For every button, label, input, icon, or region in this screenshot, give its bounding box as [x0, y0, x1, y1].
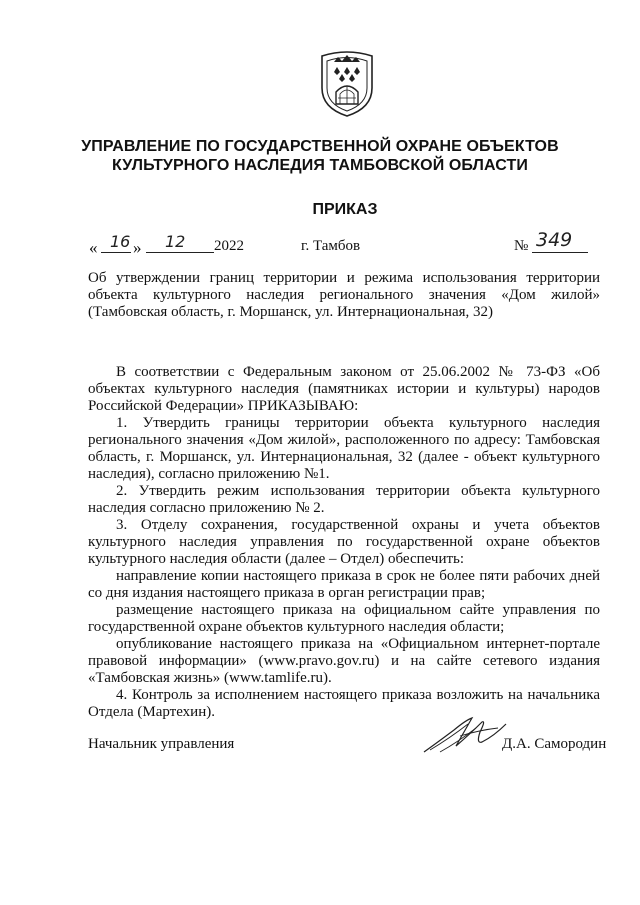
- coat-of-arms-icon: [318, 48, 376, 118]
- order-title: [88, 270, 600, 321]
- signature-block: [0, 728, 640, 768]
- date-year: 2022: [214, 238, 244, 254]
- city: г. Тамбов: [301, 238, 361, 254]
- title-line: Об утверждении границ территории и режима использования территории: [88, 270, 600, 286]
- order-body: [88, 364, 600, 721]
- agency-line-1: УПРАВЛЕНИЕ ПО ГОСУДАРСТВЕННОЙ ОХРАНЕ ОБЪЕКТОВ: [81, 138, 559, 155]
- signer-name: Д.А. Самородин: [502, 736, 607, 752]
- quote-open: «: [89, 238, 98, 257]
- number-sign: №: [514, 238, 529, 254]
- date-line: [0, 229, 640, 262]
- order-number: 349: [536, 229, 573, 251]
- item-2-paragraph: 2. Утвердить режим использования территории объекта культурного наследия согласно приложению № 2.: [88, 483, 600, 516]
- item-3-sub-3: опубликование настоящего приказа на «Официальном интернет-портале правовой информации» (www.pravo.gov.ru) и на сайте сетевого издания «Тамбовская жизнь» (www.tamlife.ru).: [88, 636, 600, 686]
- item-1-paragraph: 1. Утвердить границы территории объекта культурного наследия регионального значения «Дом жилой», расположенного по адресу: Тамбовская область, г. Моршанск, ул. Интернациональная, 32 (далее - объект культурного наследия), согласно приложению №1.: [88, 415, 600, 482]
- preamble-paragraph: В соответствии с Федеральным законом от 25.06.2002 № 73-ФЗ «Об объектах культурного наследия (памятниках истории и культуры) народов Российской Федерации» ПРИКАЗЫВАЮ:: [88, 364, 600, 414]
- agency-name: [60, 137, 580, 175]
- document-type: ПРИКАЗ: [312, 201, 378, 218]
- date-month: 12: [165, 232, 186, 251]
- title-line: объекта культурного наследия регионального значения «Дом жилой»: [88, 287, 600, 303]
- title-line: (Тамбовская область, г. Моршанск, ул. Интернациональная, 32): [88, 304, 494, 320]
- item-3-sub-2: размещение настоящего приказа на официальном сайте управления по государственной охране объектов культурного наследия области;: [88, 602, 600, 635]
- date-day: 16: [110, 232, 131, 251]
- quote-close: »: [133, 238, 142, 257]
- signer-position: Начальник управления: [88, 736, 235, 752]
- item-3-paragraph: 3. Отделу сохранения, государственной охраны и учета объектов культурного наследия управления по государственной охране объектов культурного наследия области (далее – Отдел) обеспечить:: [88, 517, 600, 567]
- number-underline: [532, 252, 588, 253]
- month-underline: [146, 252, 214, 253]
- agency-line-2: КУЛЬТУРНОГО НАСЛЕДИЯ ТАМБОВСКОЙ ОБЛАСТИ: [112, 157, 528, 174]
- item-3-sub-1: направление копии настоящего приказа в срок не более пяти рабочих дней со дня издания настоящего приказа в орган регистрации прав;: [88, 568, 600, 601]
- item-4-paragraph: 4. Контроль за исполнением настоящего приказа возложить на начальника Отдела (Мартехин).: [88, 687, 600, 720]
- day-underline: [101, 252, 131, 253]
